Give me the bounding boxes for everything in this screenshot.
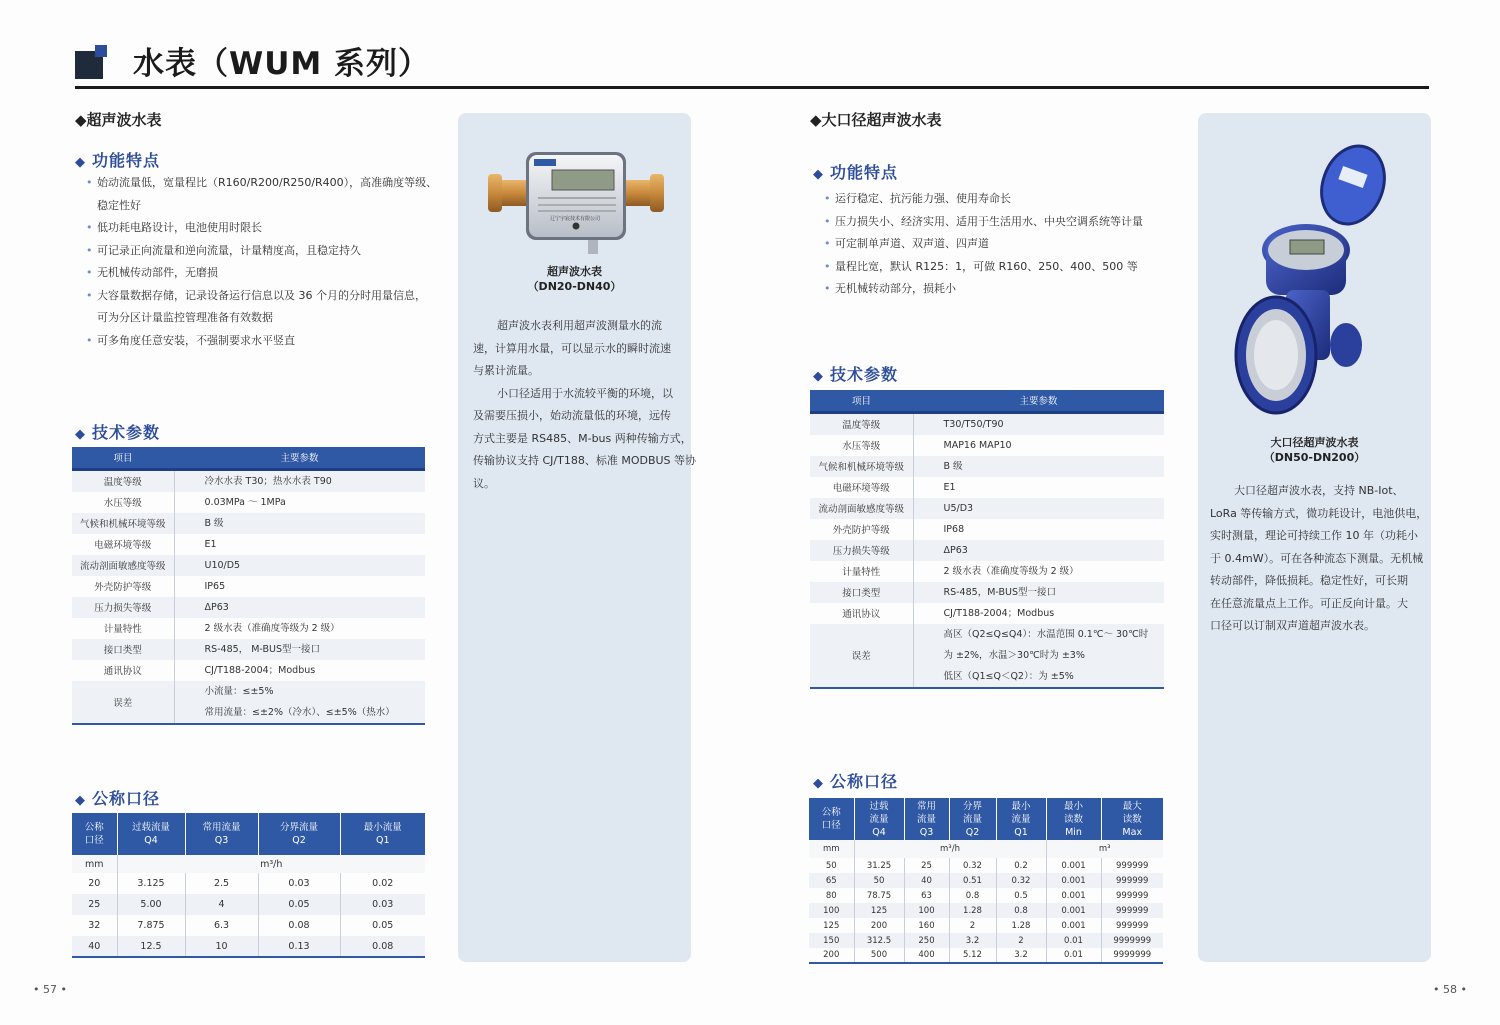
table-cell: 200	[809, 948, 854, 963]
param-value	[913, 519, 1164, 540]
table-cell: 3.2	[949, 933, 996, 948]
diam-col-header-line: Q2	[292, 835, 306, 846]
diam-col-header	[996, 798, 1046, 840]
table-cell: 100	[809, 903, 854, 918]
table-row	[810, 582, 1164, 603]
param-name: 温度等级	[72, 469, 174, 492]
features-heading-right	[813, 160, 898, 183]
param-value	[174, 576, 425, 597]
paragraph-line: 及需要压损小，始动流量低的环境，远传	[473, 409, 671, 422]
param-value-line: 常用流量：≤±2%（冷水）、≤±5%（热水）	[204, 706, 395, 718]
diam-col-header	[258, 813, 340, 855]
feature-item: • 可定制单声道、双声道、四声道	[813, 233, 1193, 256]
param-value-line: U10/D5	[204, 559, 241, 571]
param-name: 外壳防护等级	[72, 576, 174, 597]
table-cell: 0.51	[949, 873, 996, 888]
table-cell: 0.001	[1046, 873, 1101, 888]
page-number-left: • 57 •	[33, 983, 67, 996]
table-cell: 50	[854, 873, 904, 888]
table-cell: 999999	[1116, 860, 1149, 871]
paragraph-line: 实时测量，理论可持续工作 10 年（功耗小	[1210, 529, 1418, 542]
diamond-icon: ◆	[813, 776, 824, 791]
diam-col-header-line: 读数	[1122, 813, 1142, 825]
table-cell: 0.13	[258, 936, 340, 957]
diam-col-header-line: Q3	[919, 826, 934, 838]
table-cell: 0.08	[340, 936, 425, 957]
table-cell: 5.00	[117, 894, 185, 915]
paragraph-line: 超声波水表利用超声波测量水的流	[497, 319, 662, 332]
feature-item: 可为分区计量监控管理准备有效数据	[97, 311, 273, 324]
large-meter-image	[1228, 140, 1398, 420]
param-value-line: 2 级水表（准确度等级为 2 级）	[204, 622, 340, 634]
table-row	[72, 597, 425, 618]
params-col-item: 项目	[810, 390, 913, 412]
title-mark-icon	[75, 45, 109, 77]
param-value-line: CJ/T188-2004；Modbus	[204, 664, 316, 676]
table-cell: 31.25	[854, 858, 904, 873]
param-value-line: 高区（Q2≤Q≤Q4）：水温范围 0.1℃～ 30℃时	[943, 628, 1149, 640]
diamond-icon: ◆	[813, 167, 824, 182]
param-value	[913, 412, 1164, 435]
table-cell: 78.75	[854, 888, 904, 903]
table-cell: 100	[904, 903, 949, 918]
param-name: 通讯协议	[72, 660, 174, 681]
feature-item: • 可记录正向流量和逆向流量，计量精度高，且稳定持久	[75, 240, 455, 263]
params-col-item: 项目	[72, 447, 174, 469]
table-cell: 3.2	[996, 948, 1046, 963]
param-value	[913, 540, 1164, 561]
table-row	[72, 894, 425, 915]
table-cell: 9999999	[1101, 948, 1163, 963]
param-name: 外壳防护等级	[810, 519, 913, 540]
features-heading	[75, 148, 160, 171]
param-value-line: U5/D3	[943, 502, 974, 514]
unit-row	[72, 855, 425, 873]
table-row	[810, 498, 1164, 519]
paragraph-line: 小口径适用于水流较平衡的环境，以	[497, 386, 673, 400]
table-cell: 4	[185, 894, 258, 915]
diam-col-header-line: 流量	[1011, 813, 1031, 825]
table-cell: 25	[904, 858, 949, 873]
page-title: 水表（WUM 系列）	[133, 46, 431, 82]
param-name: 误差	[72, 681, 174, 724]
param-value-line: 为 ±2%，水温＞30℃时为 ±3%	[943, 649, 1085, 661]
diam-col-header-line: Q1	[1014, 826, 1028, 838]
diam-heading-text: 公称口径	[830, 772, 899, 791]
table-cell: 0.01	[1046, 933, 1101, 948]
table-cell: 0.001	[1046, 888, 1101, 903]
table-row	[810, 540, 1164, 561]
diam-col-header-line: 流量	[869, 813, 889, 825]
table-cell: 999999	[1116, 890, 1149, 901]
param-value	[913, 624, 1164, 688]
param-name: 压力损失等级	[72, 597, 174, 618]
param-name: 电磁环境等级	[810, 477, 913, 498]
diam-col-header-line: 口径	[84, 835, 104, 846]
table-row	[809, 948, 1163, 963]
table-cell: 5.12	[949, 948, 996, 963]
feature-item: • 始动流量低，宽量程比（R160/R200/R250/R400），高准确度等级、	[75, 172, 455, 195]
param-value	[913, 582, 1164, 603]
table-row	[809, 918, 1163, 933]
param-name: 水压等级	[72, 492, 174, 513]
table-row	[72, 915, 425, 936]
table-row	[810, 561, 1164, 582]
diam-col-header	[949, 798, 996, 840]
feature-item: • 无机械传动部件，无磨损	[75, 262, 455, 285]
param-value-line: B 级	[204, 517, 224, 529]
param-value-line: 冷水水表 T30；热水水表 T90	[204, 475, 332, 487]
table-cell: 0.32	[996, 873, 1046, 888]
table-cell: 12.5	[117, 936, 185, 957]
table-row	[809, 873, 1163, 888]
diam-col-header	[1101, 798, 1163, 840]
diameter-table	[72, 813, 425, 958]
table-cell: 20	[72, 873, 117, 894]
params-table-right	[810, 390, 1164, 689]
table-row	[810, 412, 1164, 435]
diam-col-header-line: 常用	[916, 800, 936, 812]
table-cell: 0.8	[996, 903, 1046, 918]
paragraph-line: 转动部件，降低损耗。稳定性好，可长期	[1210, 574, 1408, 587]
param-value	[174, 534, 425, 555]
unit-cell: m³/h	[854, 840, 1046, 858]
diam-col-header	[854, 798, 904, 840]
param-value-line: 2 级水表（准确度等级为 2 级）	[943, 565, 1079, 577]
param-name: 水压等级	[810, 435, 913, 456]
feature-item: • 低功耗电路设计，电池使用时限长	[75, 217, 455, 240]
param-name: 电磁环境等级	[72, 534, 174, 555]
diamond-icon: ◆	[75, 155, 86, 170]
param-value-line: 低区（Q1≤Q＜Q2）：为 ±5%	[943, 670, 1074, 682]
param-value	[174, 469, 425, 492]
paragraph-line: 于 0.4mW）。可在各种流态下测量。无机械	[1210, 551, 1424, 565]
params-header-row	[72, 447, 425, 469]
table-cell: 65	[809, 873, 854, 888]
meter-brand: 辽宁宇宸技术有限公司	[549, 216, 600, 222]
table-cell: 0.05	[258, 894, 340, 915]
paragraph-line: 与累计流量。	[473, 364, 539, 377]
diam-col-header-line: 分界	[962, 800, 982, 812]
feature-item: • 压力损失小、经济实用、适用于生活用水、中央空调系统等计量	[813, 211, 1193, 234]
table-row	[810, 603, 1164, 624]
params-col-main: 主要参数	[174, 447, 425, 469]
page-number-right: • 58 •	[1433, 983, 1467, 996]
param-value	[913, 498, 1164, 519]
unit-cell: mm	[809, 840, 854, 858]
diam-col-header-line: 最小	[1063, 800, 1083, 812]
paragraph-line: 传输协议支持 CJ/T188、标准 MODBUS 等协	[473, 454, 697, 467]
table-row	[72, 513, 425, 534]
table-row	[72, 534, 425, 555]
table-row	[809, 933, 1163, 948]
table-cell: 0.01	[1046, 948, 1101, 963]
diam-col-header-line: Q4	[872, 826, 886, 838]
param-name: 接口类型	[810, 582, 913, 603]
diamond-icon: ◆	[75, 793, 86, 808]
table-cell: 160	[904, 918, 949, 933]
table-cell: 0.001	[1046, 918, 1101, 933]
param-name: 温度等级	[810, 412, 913, 435]
paragraph-line: 在任意流量点上工作。可正反向计量。大	[1210, 596, 1408, 610]
table-cell: 125	[854, 903, 904, 918]
param-value	[913, 561, 1164, 582]
params-heading-text: 技术参数	[92, 423, 161, 442]
param-value	[913, 456, 1164, 477]
diam-col-header-line: 最小流量	[363, 822, 402, 833]
paragraph-line: LoRa 等传输方式，微功耗设计，电池供电，	[1210, 506, 1428, 520]
feature-item: • 运行稳定、抗污能力强、使用寿命长	[813, 188, 1193, 211]
param-value-line: E1	[943, 481, 956, 493]
table-cell: 125	[809, 918, 854, 933]
paragraph-line: 速，计算用水量，可以显示水的瞬时流速	[473, 341, 671, 355]
diam-col-header-line: 口径	[821, 820, 841, 831]
params-heading	[75, 420, 160, 443]
param-name: 流动剖面敏感度等级	[72, 555, 174, 576]
param-value	[913, 477, 1164, 498]
table-row	[809, 903, 1163, 918]
diam-col-header-line: 流量	[962, 813, 982, 825]
table-cell: 999999	[1101, 873, 1163, 888]
diam-col-header	[809, 798, 854, 840]
paragraph-line: 议。	[473, 476, 495, 490]
table-cell: 40	[72, 936, 117, 957]
caption-range: （DN50-DN200）	[1263, 451, 1366, 464]
diam-heading	[75, 786, 160, 809]
section-title-large: ◆大口径超声波水表	[810, 111, 942, 129]
diam-col-header	[340, 813, 425, 855]
param-value-line: T30/T50/T90	[943, 418, 1004, 430]
param-value-line: IP65	[204, 580, 226, 592]
diam-col-header-line: Q3	[214, 835, 229, 846]
caption-large	[1198, 435, 1431, 465]
diam-col-header-line: 过载流量	[131, 822, 170, 833]
diam-col-header-line: 常用流量	[202, 822, 241, 833]
param-value	[174, 660, 425, 681]
unit-row	[809, 840, 1163, 858]
param-value-line: 0.03MPa ～ 1MPa	[204, 496, 286, 508]
unit-cell: m³/h	[117, 855, 425, 873]
param-value-line: ΔP63	[943, 544, 968, 556]
ultrasonic-meter-image	[488, 150, 664, 260]
table-cell: 32	[72, 915, 117, 936]
param-value	[174, 513, 425, 534]
params-header-row	[810, 390, 1164, 412]
table-row	[72, 469, 425, 492]
diam-col-header-line: 公称	[821, 807, 841, 818]
diam-col-header-line: 最小	[1011, 800, 1031, 812]
table-cell: 312.5	[854, 933, 904, 948]
unit-cell: m³	[1046, 840, 1163, 858]
paragraph-line: 大口径超声波水表，支持 NB-Iot、	[1234, 484, 1404, 497]
param-name: 接口类型	[72, 639, 174, 660]
diam-col-header	[1046, 798, 1101, 840]
table-cell: 1.28	[996, 918, 1046, 933]
table-cell: 9999999	[1101, 933, 1163, 948]
param-name: 气候和机械环境等级	[72, 513, 174, 534]
table-cell: 150	[809, 933, 854, 948]
description-small	[473, 315, 697, 495]
diam-col-header	[117, 813, 185, 855]
table-row	[72, 555, 425, 576]
table-row	[810, 519, 1164, 540]
param-value-line: CJ/T188-2004；Modbus	[943, 607, 1055, 619]
features-heading-text: 功能特点	[92, 151, 161, 170]
table-cell: 0.001	[1046, 903, 1101, 918]
caption-title: 大口径超声波水表	[1270, 436, 1359, 449]
feature-item: • 可多角度任意安装，不强制要求水平竖直	[75, 330, 455, 353]
param-value	[174, 639, 425, 660]
params-table	[72, 447, 425, 725]
table-row	[72, 936, 425, 957]
feature-item: • 大容量数据存储，记录设备运行信息以及 36 个月的分时用量信息，	[75, 285, 455, 308]
diam-heading-text: 公称口径	[92, 789, 161, 808]
table-cell: 40	[904, 873, 949, 888]
table-cell: 999999	[1116, 920, 1149, 931]
table-cell: 0.03	[258, 873, 340, 894]
param-name: 气候和机械环境等级	[810, 456, 913, 477]
unit-cell: mm	[72, 855, 117, 873]
params-col-main: 主要参数	[913, 390, 1164, 412]
param-value	[174, 618, 425, 639]
table-row	[810, 435, 1164, 456]
feature-item: • 量程比宽，默认 R125：1，可做 R160、250、400、500 等	[813, 256, 1193, 279]
table-cell: 0.03	[340, 894, 425, 915]
param-name: 计量特性	[810, 561, 913, 582]
table-row	[72, 576, 425, 597]
table-cell: 7.875	[117, 915, 185, 936]
caption-small	[458, 264, 691, 294]
param-value	[913, 603, 1164, 624]
diam-col-header	[72, 813, 117, 855]
diamond-icon: ◆	[813, 369, 824, 384]
diam-col-header-line: 公称	[84, 822, 104, 833]
diam-col-header-line: 过载	[869, 800, 889, 812]
table-cell: 1.28	[949, 903, 996, 918]
param-name: 计量特性	[72, 618, 174, 639]
table-cell: 10	[185, 936, 258, 957]
table-cell: 50	[809, 858, 854, 873]
description-large	[1210, 480, 1428, 638]
table-cell: 0.05	[372, 920, 394, 931]
diam-col-header-line: 最大	[1122, 800, 1142, 812]
diam-col-header	[904, 798, 949, 840]
param-value-line: ΔP63	[204, 601, 229, 613]
features-heading-text: 功能特点	[830, 163, 899, 182]
features-list	[75, 172, 455, 352]
table-row	[809, 888, 1163, 903]
table-cell: 0.2	[996, 858, 1046, 873]
diam-col-header-line: 读数	[1063, 813, 1083, 825]
param-name: 误差	[810, 624, 913, 688]
table-row	[72, 660, 425, 681]
title-rule	[75, 86, 1429, 89]
param-value	[174, 681, 425, 724]
table-cell: 2	[949, 918, 996, 933]
table-cell: 0.08	[258, 915, 340, 936]
table-row	[810, 477, 1164, 498]
params-heading-text: 技术参数	[830, 365, 899, 384]
param-value-line: 小流量：≤±5%	[204, 685, 274, 697]
paragraph-line: 口径可以订制双声道超声波水表。	[1210, 619, 1375, 632]
table-row	[72, 618, 425, 639]
param-value-line: B 级	[943, 460, 963, 472]
diamond-icon: ◆	[75, 427, 86, 442]
param-value	[174, 492, 425, 513]
diam-heading-right	[813, 769, 898, 792]
param-value	[913, 435, 1164, 456]
param-value-line: RS-485， M-BUS型一接口	[204, 643, 320, 655]
diam-col-header-line: Q2	[965, 826, 980, 838]
paragraph-line: 方式主要是 RS485、M-bus 两种传输方式，	[473, 431, 692, 445]
feature-item: • 无机械转动部分，损耗小	[813, 278, 1193, 301]
table-cell: 2	[996, 933, 1046, 948]
param-value-line: E1	[204, 538, 217, 550]
table-cell: 400	[904, 948, 949, 963]
diam-col-header-line: 分界流量	[279, 822, 318, 833]
caption-title: 超声波水表	[547, 265, 602, 278]
table-cell: 200	[854, 918, 904, 933]
table-cell: 3.125	[117, 873, 185, 894]
table-cell: 0.5	[996, 888, 1046, 903]
table-cell: 0.02	[372, 878, 394, 889]
table-row	[72, 492, 425, 513]
table-cell: 80	[809, 888, 854, 903]
caption-range: （DN20-DN40）	[527, 280, 622, 293]
table-cell: 63	[904, 888, 949, 903]
diam-col-header-line: Max	[1122, 826, 1143, 838]
param-value-line: IP68	[943, 523, 965, 535]
param-value	[174, 555, 425, 576]
feature-item: 稳定性好	[97, 198, 141, 212]
table-row	[809, 858, 1163, 873]
diam-col-header-line: Q4	[144, 835, 158, 846]
table-cell: 999999	[1101, 903, 1163, 918]
table-cell: 2.5	[185, 873, 258, 894]
param-name: 通讯协议	[810, 603, 913, 624]
param-value-line: RS-485，M-BUS型一接口	[943, 586, 1056, 598]
param-value	[174, 597, 425, 618]
params-heading-right	[813, 362, 898, 385]
diam-col-header	[185, 813, 258, 855]
table-cell: 6.3	[185, 915, 258, 936]
features-list-right	[813, 188, 1193, 301]
table-cell: 25	[72, 894, 117, 915]
section-title-ultrasonic: ◆超声波水表	[75, 111, 162, 129]
table-row	[810, 624, 1164, 688]
table-row	[72, 639, 425, 660]
table-cell: 0.001	[1046, 858, 1101, 873]
param-name: 压力损失等级	[810, 540, 913, 561]
table-cell: 0.32	[949, 858, 996, 873]
table-row	[72, 681, 425, 724]
diam-col-header-line: Min	[1065, 826, 1082, 838]
param-value-line: MAP16 MAP10	[943, 439, 1012, 451]
table-cell: 500	[854, 948, 904, 963]
param-name: 流动剖面敏感度等级	[810, 498, 913, 519]
diam-col-header-line: 流量	[916, 813, 936, 825]
table-row	[810, 456, 1164, 477]
table-cell: 0.8	[949, 888, 996, 903]
diameter-table-right	[809, 798, 1163, 964]
table-row	[72, 873, 425, 894]
table-cell: 250	[904, 933, 949, 948]
diam-col-header-line: Q1	[375, 835, 390, 846]
